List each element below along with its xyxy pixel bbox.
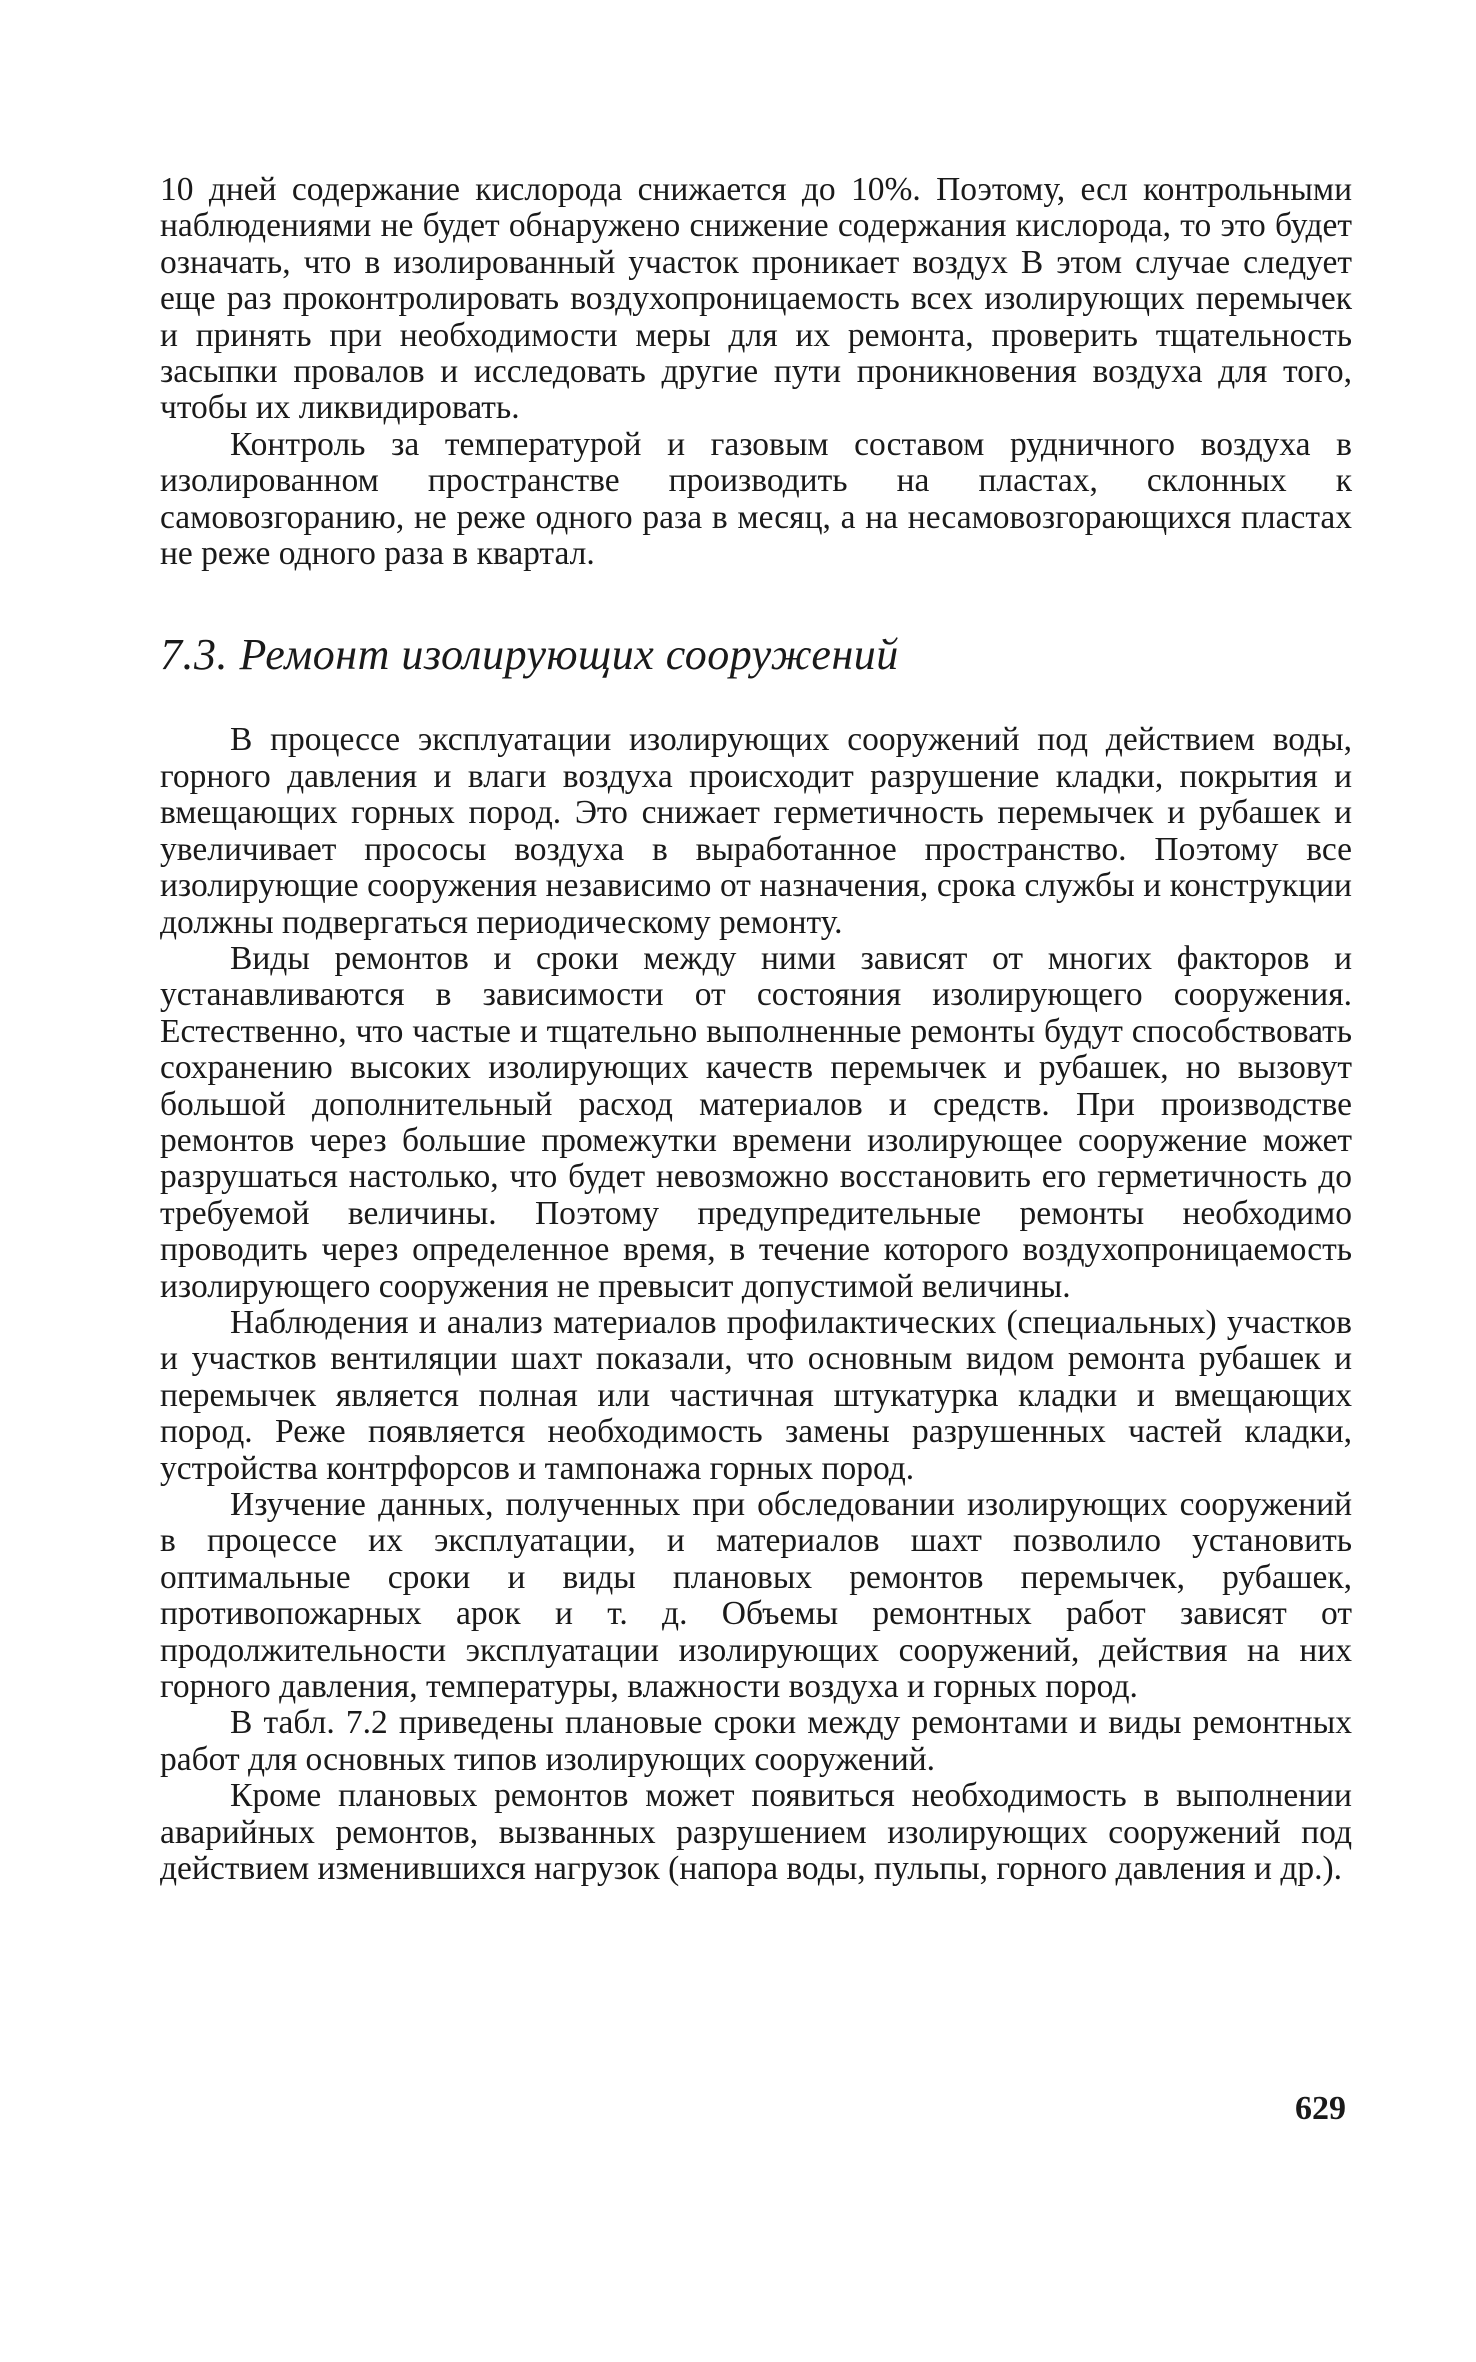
text-before-heading <box>160 172 1352 572</box>
paragraph-3: В процессе эксплуатации изолирующих сооружений под действием воды, горного давления и влаги воздуха происходит разрушение кладки, покрытия и вмещающих горных пород. Это снижает герметичность перемычек и рубашек и увеличивает прососы воздуха в выработанное пространство. Поэтому все изолирующие сооружения независимо от назначения, срока службы и конструкции должны подвергаться периодическому ремонту. <box>160 721 1352 941</box>
section-heading: 7.3. Ремонт изолирующих сооружений <box>160 630 899 680</box>
paragraph-8: Кроме плановых ремонтов может появиться необходимость в выполнении аварийных ремонтов, вызванных разрушением изолирующих сооружений под действием изменившихся нагрузок (напора воды, пульпы, горного давления и др.). <box>160 1777 1352 1888</box>
document-page <box>160 172 1352 1887</box>
text-after-heading <box>160 722 1352 1887</box>
paragraph-1: 10 дней содержание кислорода снижается до 10%. Поэтому, есл контрольными наблюдениями не будет обнаружено снижение содержания кислорода, то это будет означать, что в изолированный участок проникает воздух В этом случае следует еще раз проконтролировать воздухопроницаемость всех изолирующих перемычек и принять при необходимости меры для их ремонта, проверить тщательность засыпки провалов и исследовать другие пути проникновения воздуха для того, чтобы их ликвидировать. <box>160 171 1352 427</box>
paragraph-5: Наблюдения и анализ материалов профилактических (специальных) участков и участков вентиляции шахт показали, что основным видом ремонта рубашек и перемычек является полная или частичная штукатурка кладки и вмещающих пород. Реже появляется необходимость замены разрушенных частей кладки, устройства контрфорсов и тампонажа горных пород. <box>160 1303 1352 1487</box>
paragraph-6: Изучение данных, полученных при обследовании изолирующих сооружений в процессе их эксплуатации, и материалов шахт позволило установить оптимальные сроки и виды плановых ремонтов перемычек, рубашек, противопожарных арок и т. д. Объемы ремонтных работ зависят от продолжительности эксплуатации изолирующих сооружений, действия на них горного давления, температуры, влажности воздуха и горных пород. <box>160 1486 1352 1706</box>
page-number: 629 <box>1295 2090 1346 2127</box>
paragraph-2: Контроль за температурой и газовым составом рудничного воздуха в изолированном пространстве производить на пластах, склонных к самовозгоранию, не реже одного раза в месяц, а на несамовозгорающихся пластах не реже одного раза в квартал. <box>160 425 1352 573</box>
paragraph-7: В табл. 7.2 приведены плановые сроки между ремонтами и виды ремонтных работ для основных типов изолирующих сооружений. <box>160 1704 1352 1778</box>
paragraph-4: Виды ремонтов и сроки между ними зависят от многих факторов и устанавливаются в зависимости от состояния изолирующего сооружения. Естественно, что частые и тщательно выполненные ремонты будут способствовать сохранению высоких изолирующих качеств перемычек и рубашек, но вызовут большой дополнительный расход материалов и средств. При производстве ремонтов через большие промежутки времени изолирующее сооружение может разрушаться настолько, что будет невозможно восстановить его герметичность до требуемой величины. Поэтому предупредительные ремонты необходимо проводить через определенное время, в течение которого воздухопроницаемость изолирующего сооружения не превысит допустимой величины. <box>160 939 1352 1305</box>
